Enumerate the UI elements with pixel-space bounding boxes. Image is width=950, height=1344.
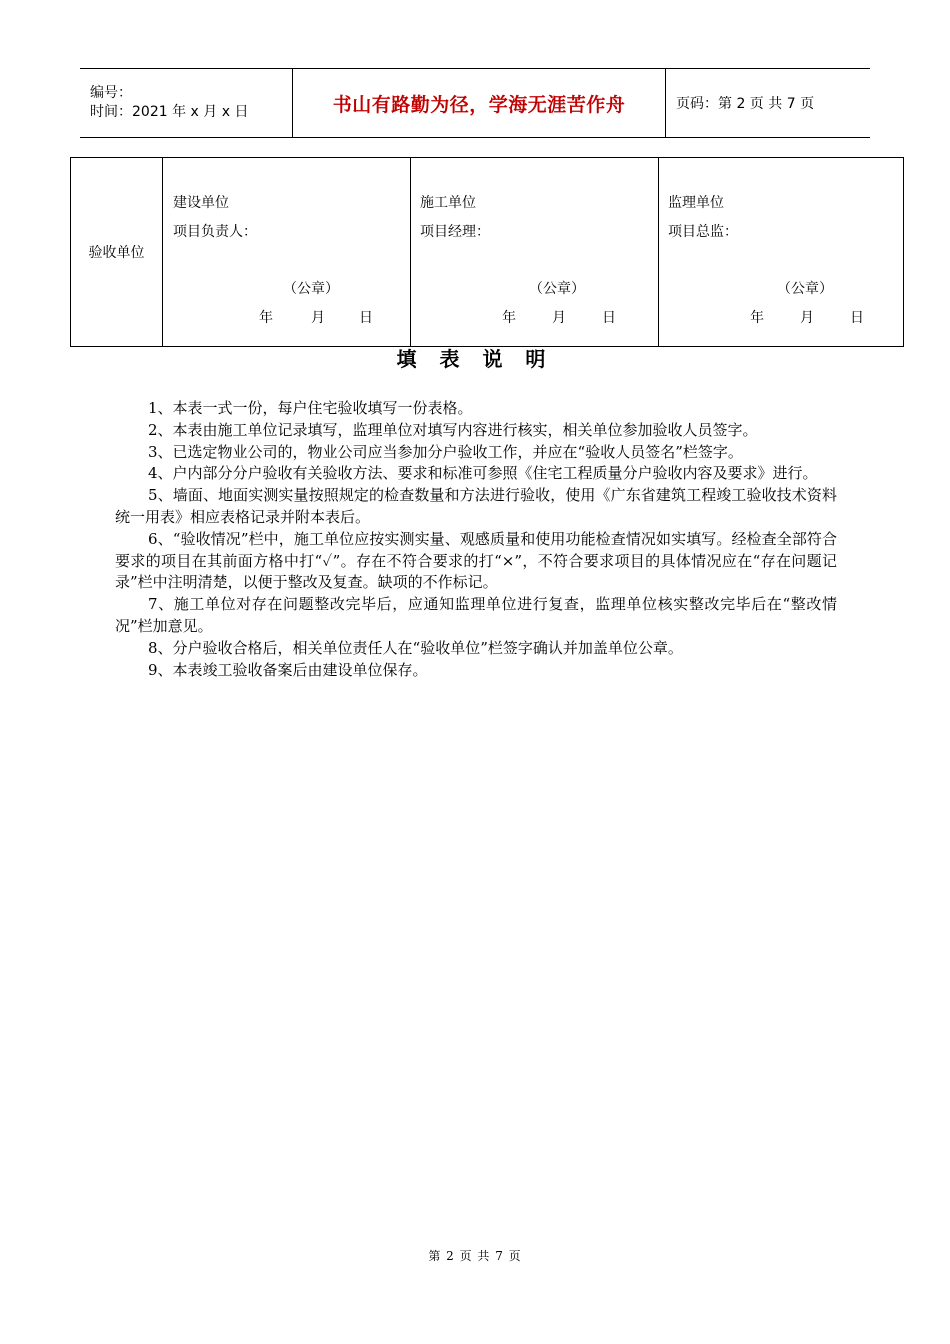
unit-title: 施工单位 bbox=[420, 195, 476, 211]
date-month: 月 bbox=[800, 310, 814, 326]
instruction-item: 3、已选定物业公司的，物业公司应当参加分户验收工作，并应在“验收人员签名”栏签字。 bbox=[148, 442, 743, 461]
unit-seal: （公章） bbox=[529, 281, 585, 297]
instruction-item: 6、“验收情况”栏中，施工单位应按实测实量、观感质量和使用功能检查情况如实填写。经检查全部符合要求的项目在其前面方格中打“✓”。存在不符合要求的打“×”，不符合要求项目的具体情况应在“存在问题记录”栏中注明清楚，以便于整改及复查。缺项的不作标记。 bbox=[115, 529, 837, 592]
date-day: 日 bbox=[850, 310, 864, 326]
unit-title: 建设单位 bbox=[173, 195, 229, 211]
date-month: 月 bbox=[311, 310, 325, 326]
date-day: 日 bbox=[359, 310, 373, 326]
unit-date bbox=[502, 307, 616, 327]
instruction-item: 1、本表一式一份，每户住宅验收填写一份表格。 bbox=[148, 399, 473, 417]
unit-cell-supervisor bbox=[659, 158, 903, 346]
unit-cell-construction-owner bbox=[163, 158, 411, 346]
header-meta bbox=[80, 69, 292, 137]
unit-title: 监理单位 bbox=[668, 195, 724, 211]
date-day: 日 bbox=[602, 310, 616, 326]
acceptance-table bbox=[70, 157, 904, 347]
header-motto: 书山有路勤为径，学海无涯苦作舟 bbox=[292, 69, 666, 137]
header-page-label: 页码：第 2 页 共 7 页 bbox=[676, 96, 815, 112]
unit-person: 项目负责人： bbox=[173, 224, 257, 240]
page-footer: 第 2 页 共 7 页 bbox=[428, 1249, 522, 1263]
instructions-title: 填 表 说 明 bbox=[396, 347, 554, 371]
document-header bbox=[80, 68, 870, 138]
instruction-item: 5、墙面、地面实测实量按照规定的检查数量和方法进行验收，使用《广东省建筑工程竣工验收技术资料统一用表》相应表格记录并附本表后。 bbox=[115, 486, 837, 526]
time-label: 时间：2021 年 x 月 x 日 bbox=[90, 104, 249, 120]
unit-person: 项目经理： bbox=[420, 224, 490, 240]
unit-date bbox=[259, 307, 373, 327]
instruction-item: 8、分户验收合格后，相关单位责任人在“验收单位”栏签字确认并加盖单位公章。 bbox=[148, 638, 683, 657]
date-year: 年 bbox=[259, 310, 273, 326]
instruction-item: 2、本表由施工单位记录填写，监理单位对填写内容进行核实，相关单位参加验收人员签字。 bbox=[148, 420, 758, 439]
instructions-list bbox=[115, 398, 837, 681]
unit-date bbox=[750, 307, 864, 327]
unit-person: 项目总监： bbox=[668, 224, 738, 240]
instruction-item: 7、施工单位对存在问题整改完毕后，应通知监理单位进行复查，监理单位核实整改完毕后在“整改情况”栏加意见。 bbox=[115, 595, 837, 635]
code-label: 编号： bbox=[90, 85, 132, 101]
date-year: 年 bbox=[750, 310, 764, 326]
instruction-item: 4、户内部分分户验收有关验收方法、要求和标准可参照《住宅工程质量分户验收内容及要求》进行。 bbox=[148, 464, 818, 483]
unit-cell-contractor bbox=[411, 158, 659, 346]
date-month: 月 bbox=[552, 310, 566, 326]
instruction-item: 9、本表竣工验收备案后由建设单位保存。 bbox=[148, 660, 428, 679]
acceptance-row-label: 验收单位 bbox=[71, 158, 163, 346]
unit-seal: （公章） bbox=[283, 281, 339, 297]
date-year: 年 bbox=[502, 310, 516, 326]
unit-seal: （公章） bbox=[777, 281, 833, 297]
